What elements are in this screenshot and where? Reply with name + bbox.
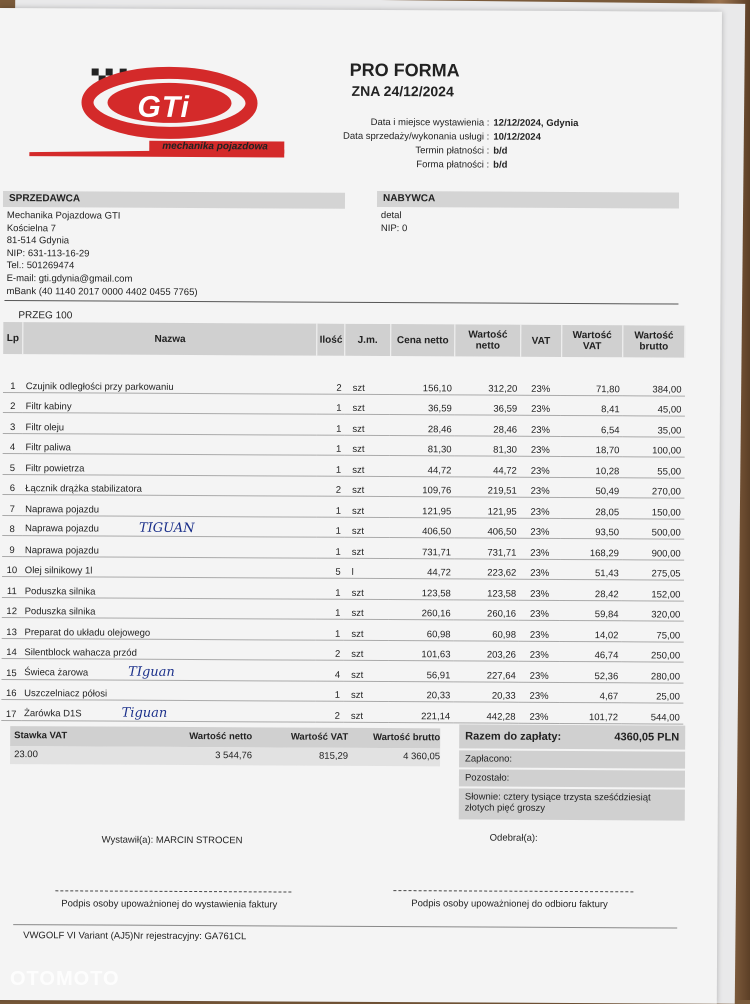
item-qty: 5 [316,558,344,579]
meta-row: Forma płatności : b/d [416,159,508,171]
watermark: OTOMOTO [10,968,120,990]
item-net-value: 312,20 [455,374,521,394]
buyer-header: NABYWCA [377,191,679,209]
seller-header: SPRZEDAWCA [3,191,345,209]
item-lp: 1 [3,372,23,392]
item-net-price: 101,63 [389,640,454,661]
item-vat-value: 8,41 [561,395,623,416]
item-gross: 270,00 [622,477,684,498]
item-name: Czujnik odległości przy parkowaniu [23,372,317,394]
item-gross: 152,00 [622,580,684,601]
vat-summary-header: Stawka VAT Wartość netto Wartość VAT Wartość brutto [10,726,440,748]
item-vat-value: 59,84 [560,600,622,621]
item-gross: 55,00 [622,457,684,478]
item-lp: 16 [1,679,21,700]
logo-tagline: mechanika pojazdowa [162,140,268,153]
payment-box [459,724,686,822]
item-vat-value: 168,29 [560,538,622,559]
item-net-value: 442,28 [453,702,519,723]
item-unit: szt [343,660,389,681]
item-gross: 900,00 [622,539,684,560]
item-lp: 14 [2,638,22,659]
document-meta [299,117,578,174]
item-net-price: 156,10 [390,374,455,394]
item-unit: szt [344,537,390,558]
receiver-signature-line [393,890,633,892]
item-vat-value: 10,28 [561,456,623,477]
item-lp: 5 [3,454,23,475]
item-vat-rate: 23% [520,456,561,477]
item-net-price: 60,98 [389,620,454,641]
item-vat-value: 52,36 [560,661,622,682]
item-vat-rate: 23% [520,415,561,436]
item-gross: 500,00 [622,518,684,539]
item-gross: 250,00 [621,641,683,662]
col-name: Nazwa [23,322,317,356]
item-net-value: 406,50 [454,517,520,538]
item-net-price: 123,58 [389,579,454,600]
item-unit: szt [344,496,390,517]
item-name: Naprawa pojazdu [22,536,316,558]
logo-brand: GTi [137,90,191,124]
item-net-price: 121,95 [389,497,454,518]
item-vat-value: 4,67 [559,682,621,703]
document-number: ZNA 24/12/2024 [351,82,454,100]
item-unit: szt [343,681,389,702]
issuer: Wystawił(a): MARCIN STROCEN [101,834,243,847]
item-qty: 1 [316,455,344,476]
item-vat-value: 14,02 [560,620,622,641]
item-gross: 25,00 [621,682,683,703]
item-lp: 13 [2,618,22,639]
col-unit: J.m. [345,324,391,356]
item-net-value: 36,59 [455,394,521,415]
item-net-price: 731,71 [389,538,454,559]
issuer-signature-label: Podpis osoby upoważnionej do wystawienia faktury [61,898,278,911]
item-name: Filtr kabiny [23,392,317,414]
item-name: Filtr powietrza [22,454,316,476]
item-unit: szt [344,578,390,599]
item-unit: szt [344,517,390,538]
item-vat-value: 101,72 [559,702,621,723]
item-lp: 12 [2,597,22,618]
item-net-price: 109,76 [390,476,455,497]
item-vat-value: 93,50 [560,518,622,539]
item-qty: 2 [317,374,345,394]
item-unit: szt [345,394,391,415]
item-gross: 275,05 [622,559,684,580]
handwritten-note: TIguan [128,664,175,680]
divider [4,300,678,305]
item-row [2,638,684,662]
item-name: Filtr oleju [23,413,317,435]
item-name: Naprawa pojazdu TIGUAN [22,515,316,537]
item-net-value: 219,51 [454,476,520,497]
receiver-signature-label: Podpis osoby upoważnionej do odbioru faktury [411,898,608,911]
item-lp: 8 [2,515,22,536]
item-vat-rate: 23% [520,375,561,395]
item-gross: 100,00 [622,436,684,457]
item-name: Żarówka D1S Tiguan [21,700,315,722]
item-net-value: 60,98 [454,620,520,641]
col-qty: Ilość [317,324,345,356]
meta-row: Termin płatności : b/d [415,145,508,157]
item-net-price: 44,72 [390,456,455,477]
item-unit: szt [343,619,389,640]
item-net-value: 731,71 [454,538,520,559]
item-vat-value: 28,05 [560,497,622,518]
col-lp: Lp [3,322,23,354]
item-lp: 15 [1,659,21,680]
items-body [1,354,684,724]
item-net-price: 44,72 [389,558,454,579]
footer-divider [13,924,677,928]
item-net-price: 36,59 [390,394,455,415]
paid-row: Zapłacono: [459,750,685,768]
item-qty: 1 [316,619,344,640]
item-vat-rate: 23% [519,579,560,600]
col-vat: VAT [520,325,561,357]
item-row [2,515,684,539]
item-name: Olej silnikowy 1l [22,556,316,578]
item-qty: 1 [316,517,344,538]
item-net-value: 44,72 [454,456,520,477]
document-title: PRO FORMA [349,59,460,81]
item-net-value: 227,64 [453,661,519,682]
item-net-price: 56,91 [389,661,454,682]
item-qty: 2 [315,640,343,661]
item-name: Preparat do układu olejowego [21,618,315,640]
vat-summary-row: 23.00 3 544,76 815,29 4 360,05 [10,746,440,766]
item-net-value: 123,58 [454,579,520,600]
item-net-value: 28,46 [455,415,521,436]
item-vat-rate: 23% [519,661,560,682]
item-name: Silentblock wahacza przód [21,638,315,660]
item-row [1,700,683,724]
item-name: Poduszka silnika [22,577,316,599]
item-qty: 2 [315,701,343,722]
col-gross: Wartość brutto [623,325,685,357]
item-lp: 3 [3,413,23,434]
item-qty: 1 [317,435,345,456]
items-table [1,322,685,724]
item-qty: 1 [316,537,344,558]
item-vat-rate: 23% [520,395,561,416]
item-qty: 1 [316,496,344,517]
item-vat-rate: 23% [519,682,560,703]
item-name: Świeca żarowa TIguan [21,659,315,681]
item-lp: 11 [2,577,22,598]
item-qty: 1 [317,394,345,415]
item-unit: szt [344,414,390,435]
item-net-price: 221,14 [388,702,453,723]
item-row [2,618,684,642]
item-vat-rate: 23% [519,620,560,641]
item-name: Uszczelniacz półosi [21,679,315,701]
item-unit: szt [343,599,389,620]
item-gross: 384,00 [623,375,685,395]
item-net-value: 223,62 [454,558,520,579]
item-gross: 544,00 [621,703,683,724]
item-net-value: 81,30 [455,435,521,456]
mileage-note: PRZEG 100 [18,310,73,322]
vat-summary [10,726,440,766]
col-vat-value: Wartość VAT [561,325,623,357]
item-vat-value: 18,70 [561,436,623,457]
item-vat-value: 71,80 [561,375,623,395]
item-net-price: 28,46 [390,415,455,436]
item-gross: 280,00 [621,662,683,683]
item-lp: 10 [2,556,22,577]
item-net-value: 260,16 [454,599,520,620]
item-vat-value: 46,74 [560,641,622,662]
item-vat-rate: 23% [519,538,560,559]
item-qty: 2 [316,476,344,497]
seller-block: Mechanika Pojazdowa GTI Kościelna 7 81-514 Gdynia NIP: 631-113-16-29 Tel.: 501269474 E-mail: gti.gdynia@gmail.com mBank (40 1140 2017 0000 4402 0455 7765) [6,210,198,298]
total-due: Razem do zapłaty: 4360,05 PLN [459,724,685,749]
item-unit: szt [344,476,390,497]
item-lp: 7 [2,495,22,516]
col-net-value: Wartość netto [455,324,521,356]
item-vat-rate: 23% [520,518,561,539]
item-net-value: 20,33 [453,681,519,702]
item-net-price: 81,30 [390,435,455,456]
handwritten-note: TIGUAN [138,520,195,537]
meta-row: Data sprzedaży/wykonania usługi : 10/12/2024 [343,130,541,143]
item-qty: 1 [315,681,343,702]
amount-in-words: Słownie: cztery tysiące trzysta sześćdziesiąt złotych pięć groszy [459,788,685,820]
remaining-row: Pozostało: [459,769,685,787]
item-vat-rate: 23% [519,600,560,621]
item-qty: 1 [316,599,344,620]
buyer-block: detal NIP: 0 [380,209,408,234]
item-row [1,659,683,683]
item-vat-rate: 23% [519,559,560,580]
item-gross: 45,00 [623,395,685,416]
item-lp: 2 [3,392,23,413]
item-net-price: 20,33 [388,681,453,702]
item-vat-rate: 23% [520,477,561,498]
item-unit: szt [343,640,389,661]
item-row [3,372,685,396]
item-net-price: 406,50 [389,517,454,538]
item-lp: 9 [2,536,22,557]
company-logo [29,60,290,161]
item-unit: szt [344,435,390,456]
invoice-sheet [0,8,722,1004]
item-gross: 35,00 [623,416,685,437]
handwritten-note: Tiguan [121,705,168,721]
item-vat-value: 50,49 [561,477,623,498]
item-lp: 4 [3,433,23,454]
item-vat-rate: 23% [519,641,560,662]
item-unit: szt [344,455,390,476]
item-unit: szt [343,701,389,722]
item-vat-value: 28,42 [560,579,622,600]
vehicle-info: VWGOLF VI Variant (AJ5)Nr rejestracyjny: GA761CL [23,930,247,943]
col-net-price: Cena netto [390,324,455,356]
item-lp: 6 [2,474,22,495]
item-row [2,474,684,498]
item-name: Łącznik drążka stabilizatora [22,474,316,496]
item-vat-rate: 23% [519,702,560,723]
item-gross: 75,00 [621,621,683,642]
item-net-value: 121,95 [454,497,520,518]
item-row [1,679,683,703]
item-unit: l [344,558,390,579]
item-vat-rate: 23% [520,436,561,457]
receiver: Odebrał(a): [489,832,538,844]
item-vat-rate: 23% [520,497,561,518]
item-net-price: 260,16 [389,599,454,620]
items-header-row [3,322,685,358]
item-vat-value: 51,43 [560,559,622,580]
item-gross: 320,00 [622,600,684,621]
item-qty: 1 [317,414,345,435]
issuer-signature-line [55,890,291,892]
item-unit: szt [345,374,391,394]
item-gross: 150,00 [622,498,684,519]
item-net-value: 203,26 [453,640,519,661]
item-name: Poduszka silnika [22,597,316,619]
meta-row: Data i miejsce wystawienia : 12/12/2024, Gdynia [370,116,579,130]
item-qty: 4 [315,660,343,681]
item-name: Naprawa pojazdu [22,495,316,517]
item-vat-value: 6,54 [561,415,623,436]
item-name: Filtr paliwa [22,433,316,455]
item-qty: 1 [316,578,344,599]
item-lp: 17 [1,700,21,721]
